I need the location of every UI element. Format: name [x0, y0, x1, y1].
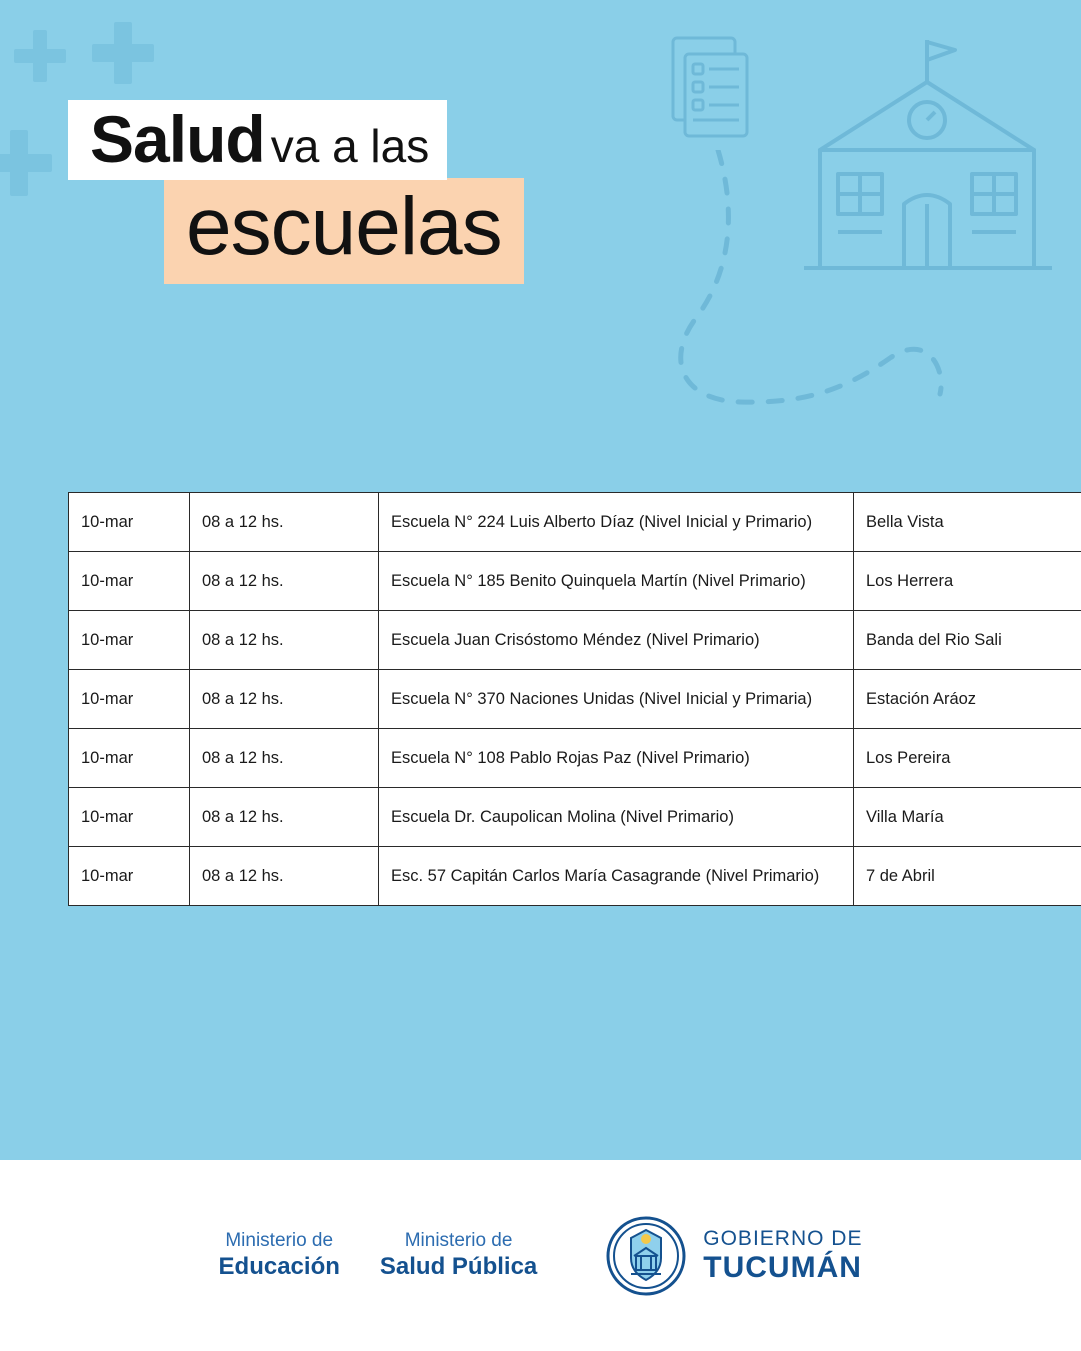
cell-time: 08 a 12 hs. — [190, 729, 379, 788]
cell-date: 10-mar — [69, 611, 190, 670]
cell-date: 10-mar — [69, 847, 190, 906]
cell-time: 08 a 12 hs. — [190, 552, 379, 611]
decorative-cross-icon — [0, 130, 52, 196]
cell-place: 7 de Abril — [854, 847, 1081, 906]
cell-time: 08 a 12 hs. — [190, 611, 379, 670]
school-building-icon — [790, 28, 1065, 318]
cell-school: Escuela N° 370 Naciones Unidas (Nivel Inicial y Primaria) — [379, 670, 854, 729]
cell-time: 08 a 12 hs. — [190, 788, 379, 847]
title-thin-text: va a las — [270, 120, 430, 172]
government-name: TUCUMÁN — [703, 1250, 862, 1284]
table-row — [69, 729, 1081, 788]
cell-date: 10-mar — [69, 729, 190, 788]
cell-place: Los Herrera — [854, 552, 1081, 611]
cell-date: 10-mar — [69, 788, 190, 847]
cell-place: Banda del Rio Sali — [854, 611, 1081, 670]
ministry-education-logo — [219, 1229, 340, 1283]
ministry-education-name: Educación — [218, 1253, 340, 1281]
cell-date: 10-mar — [69, 552, 190, 611]
cell-place: Bella Vista — [854, 493, 1081, 552]
poster-footer — [0, 1160, 1081, 1351]
cell-place: Los Pereira — [854, 729, 1081, 788]
title-line-1-highlight — [68, 100, 447, 180]
cell-school: Esc. 57 Capitán Carlos María Casagrande (Nivel Primario) — [379, 847, 854, 906]
cell-school: Escuela Juan Crisóstomo Méndez (Nivel Primario) — [379, 611, 854, 670]
title-strong-text: Salud — [90, 102, 265, 176]
decorative-cross-icon — [92, 22, 154, 84]
cell-time: 08 a 12 hs. — [190, 493, 379, 552]
ministry-health-small-text: Ministerio de — [404, 1229, 513, 1251]
cell-time: 08 a 12 hs. — [190, 670, 379, 729]
schedule-table — [68, 492, 1081, 906]
cell-school: Escuela N° 185 Benito Quinquela Martín (Nivel Primario) — [379, 552, 854, 611]
poster-title — [68, 100, 708, 300]
title-line-2-text: escuelas — [186, 181, 502, 272]
government-logo — [603, 1206, 862, 1306]
ministry-education-small-text: Ministerio de — [225, 1229, 334, 1251]
cell-time: 08 a 12 hs. — [190, 847, 379, 906]
table-row — [69, 552, 1081, 611]
title-line-2-highlight — [164, 178, 524, 284]
table-row — [69, 670, 1081, 729]
table-row — [69, 788, 1081, 847]
table-row — [69, 493, 1081, 552]
decorative-cross-icon — [14, 30, 66, 82]
cell-school: Escuela N° 108 Pablo Rojas Paz (Nivel Primario) — [379, 729, 854, 788]
ministry-health-logo — [380, 1229, 537, 1283]
government-small-text: GOBIERNO DE — [703, 1227, 863, 1251]
table-row — [69, 611, 1081, 670]
cell-place: Estación Aráoz — [854, 670, 1081, 729]
tucuman-shield-icon — [603, 1206, 689, 1306]
schedule-table-wrapper — [68, 492, 1014, 906]
cell-school: Escuela Dr. Caupolican Molina (Nivel Primario) — [379, 788, 854, 847]
ministry-health-name: Salud Pública — [379, 1253, 538, 1281]
cell-date: 10-mar — [69, 670, 190, 729]
cell-school: Escuela N° 224 Luis Alberto Díaz (Nivel Inicial y Primario) — [379, 493, 854, 552]
cell-place: Villa María — [854, 788, 1081, 847]
table-row — [69, 847, 1081, 906]
cell-date: 10-mar — [69, 493, 190, 552]
